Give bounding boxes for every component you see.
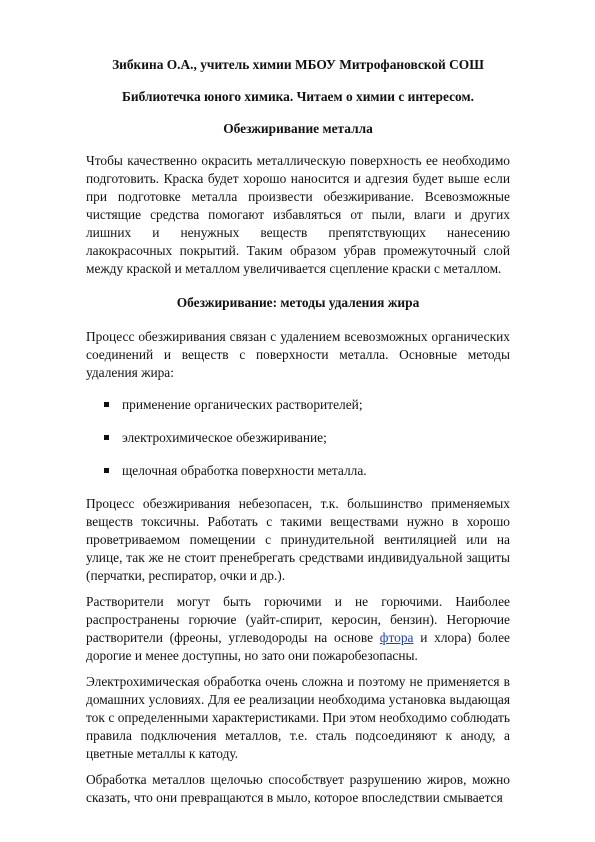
electrochemical-paragraph: Электрохимическая обработка очень сложна и поэтому не применяется в домашних условиях. Для ее реализации необходима установка выдающая ток с определенными характеристиками. При этом необходимо соблюдать правила подключения металлов, т.е. сталь подсоединяют к аноду, а цветные металлы к катоду. bbox=[86, 674, 510, 761]
methods-paragraph: Процесс обезжиривания связан с удалением всевозможных органических соединений и веществ с поверхности металла. Основные методы удаления жира: bbox=[86, 329, 510, 380]
list-item bbox=[86, 462, 510, 480]
bullet-square-icon bbox=[104, 468, 109, 473]
bullet-square-icon bbox=[104, 402, 109, 407]
list-item bbox=[86, 396, 510, 414]
intro-paragraph: Чтобы качественно окрасить металлическую поверхность ее необходимо подготовить. Краска будет хорошо наносится и адгезия будет выше если при подготовке металла произвести обезжиривание. Всевозможные чистящие средства помогают избавляться от пыли, влаги и других лишних и ненужных веществ препятствующих нанесению лакокрасочных покрытий. Таким образом убрав промежуточный слой между краской и металлом увеличивается сцепление краски с металлом. bbox=[86, 153, 510, 276]
article-title: Обезжиривание металла bbox=[223, 121, 373, 136]
fluorine-link[interactable]: фтора bbox=[379, 630, 414, 645]
bullet-square-icon bbox=[104, 435, 109, 440]
list-item-text: электрохимическое обезжиривание; bbox=[122, 430, 327, 445]
alkaline-paragraph: Обработка металлов щелочью способствует разрушению жиров, можно сказать, что они превращаются в мыло, которое впоследствии смывается bbox=[86, 772, 510, 805]
safety-paragraph: Процесс обезжиривания небезопасен, т.к. большинство применяемых веществ токсичны. Работать с такими веществами нужно в хорошо проветриваемом помещении с принудительной вентиляцией или на улице, так же не стоит пренебрегать средствами индивидуальной защиты (перчатки, респиратор, очки и др.). bbox=[86, 496, 510, 583]
author-line: Зибкина О.А., учитель химии МБОУ Митрофановской СОШ bbox=[112, 57, 484, 72]
list-item bbox=[86, 429, 510, 447]
methods-list bbox=[86, 396, 510, 480]
solvents-paragraph bbox=[86, 593, 510, 665]
solvents-text-after: и хлора) более дорогие и менее доступны, но зато они пожаробезопасны. bbox=[86, 630, 510, 663]
list-item-text: применение органических растворителей; bbox=[122, 397, 363, 412]
methods-heading: Обезжиривание: методы удаления жира bbox=[176, 295, 420, 310]
document-body bbox=[86, 56, 510, 807]
list-item-text: щелочная обработка поверхности металла. bbox=[122, 463, 367, 478]
solvents-text-before: Растворители могут быть горючими и не горючими. Наиболее распространены горючие (уайт-спирит, керосин, бензин). Негорючие растворители (фреоны, углеводороды на основе bbox=[86, 594, 510, 645]
series-title: Библиотечка юного химика. Читаем о химии с интересом. bbox=[122, 89, 474, 104]
